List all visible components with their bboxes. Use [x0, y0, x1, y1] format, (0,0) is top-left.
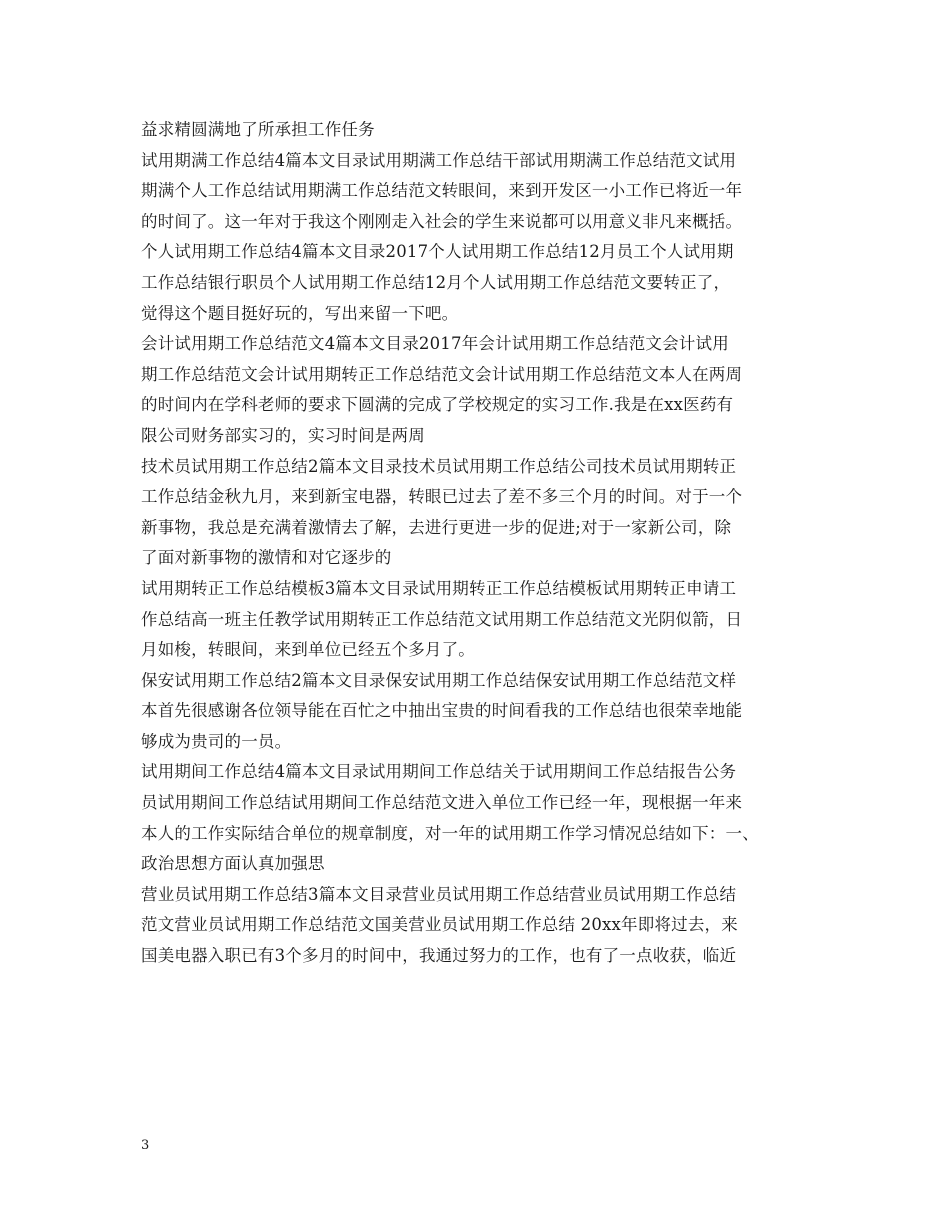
text-line: 员试用期间工作总结试用期间工作总结范文进入单位工作已经一年，现根据一年来: [141, 793, 743, 813]
text-line: 试用期满工作总结4篇本文目录试用期满工作总结干部试用期满工作总结范文试用: [141, 150, 737, 170]
page-number: 3: [141, 1138, 150, 1153]
text-line: 益求精圆满地了所承担工作任务: [141, 120, 375, 139]
text-line: 够成为贵司的一员。: [141, 731, 292, 751]
text-line: 期满个人工作总结试用期满工作总结范文转眼间，来到开发区一小工作已将近一年: [141, 181, 743, 201]
text-line: 月如梭，转眼间，来到单位已经五个多月了。: [141, 640, 475, 660]
text-line: 觉得这个题目挺好玩的，写出来留一下吧。: [141, 303, 459, 323]
text-line: 技术员试用期工作总结2篇本文目录技术员试用期工作总结公司技术员试用期转正: [141, 456, 737, 476]
text-line: 国美电器入职已有3个多月的时间中，我通过努力的工作，也有了一点收获，临近: [141, 946, 737, 966]
text-line: 保安试用期工作总结2篇本文目录保安试用期工作总结保安试用期工作总结范文样: [141, 670, 737, 690]
text-line: 作总结高一班主任教学试用期转正工作总结范文试用期工作总结范文光阴似箭，日: [141, 609, 743, 629]
text-line: 营业员试用期工作总结3篇本文目录营业员试用期工作总结营业员试用期工作总结: [141, 884, 737, 904]
text-line: 了面对新事物的激情和对它逐步的: [141, 548, 392, 568]
text-line: 限公司财务部实习的，实习时间是两周: [141, 425, 425, 445]
text-line: 试用期转正工作总结模板3篇本文目录试用期转正工作总结模板试用期转正申请工: [141, 578, 737, 598]
text-line: 本首先很感谢各位领导能在百忙之中抽出宝贵的时间看我的工作总结也很荣幸地能: [141, 701, 743, 721]
text-line: 个人试用期工作总结4篇本文目录2017个人试用期工作总结12月员工个人试用期: [141, 242, 734, 262]
text-line: 本人的工作实际结合单位的规章制度，对一年的试用期工作学习情况总结如下：一、: [141, 823, 759, 843]
text-line: 工作总结金秋九月，来到新宝电器，转眼已过去了差不多三个月的时间。对于一个: [141, 487, 743, 507]
text-line: 的时间内在学科老师的要求下圆满的完成了学校规定的实习工作.我是在xx医药有: [141, 395, 734, 415]
text-line: 的时间了。这一年对于我这个刚刚走入社会的学生来说都可以用意义非凡来概括。: [141, 211, 743, 231]
text-line: 试用期间工作总结4篇本文目录试用期间工作总结关于试用期间工作总结报告公务: [141, 762, 737, 782]
document-body: [141, 115, 831, 972]
text-line: 范文营业员试用期工作总结范文国美营业员试用期工作总结 20xx年即将过去，来: [141, 915, 738, 935]
text-line: 政治思想方面认真加强思: [141, 854, 325, 874]
text-line: 期工作总结范文会计试用期转正工作总结范文会计试用期工作总结范文本人在两周: [141, 364, 743, 384]
text-line: 会计试用期工作总结范文4篇本文目录2017年会计试用期工作总结范文会计试用: [141, 334, 729, 354]
text-line: 工作总结银行职员个人试用期工作总结12月个人试用期工作总结范文要转正了，: [141, 272, 731, 292]
text-line: 新事物，我总是充满着激情去了解，去进行更进一步的促进;对于一家新公司，除: [141, 517, 732, 537]
